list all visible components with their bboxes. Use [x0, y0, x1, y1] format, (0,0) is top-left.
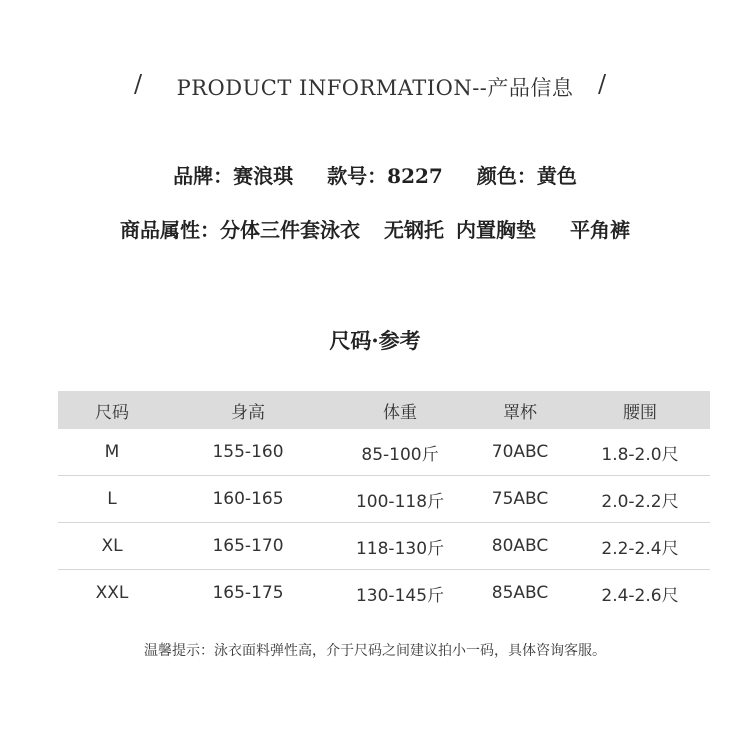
table-row: [58, 429, 710, 476]
cell-height: 160-165: [212, 489, 284, 509]
cell-cup: 80ABC: [491, 536, 549, 556]
cell-waist: 2.0-2.2尺: [601, 491, 679, 512]
cell-cup: 85ABC: [491, 583, 549, 603]
cell-size: M: [104, 442, 120, 462]
cell-cup: 75ABC: [491, 489, 549, 509]
cell-waist: 2.2-2.4尺: [601, 538, 679, 559]
size-reference-title: 尺码·参考: [329, 328, 421, 353]
cell-size: XL: [101, 536, 123, 556]
model-text: 款号：8227: [327, 164, 443, 188]
color-text: 颜色：黄色: [476, 164, 577, 188]
header-cell-waist: 腰围: [623, 402, 657, 423]
cell-waist: 1.8-2.0尺: [601, 444, 679, 465]
attribute-boyshorts: 平角裤: [570, 218, 630, 242]
cell-size: XXL: [95, 583, 129, 603]
header-title: PRODUCT INFORMATION--产品信息: [176, 76, 574, 100]
brand-text: 品牌：赛浪琪: [173, 164, 294, 188]
cell-cup: 70ABC: [491, 442, 549, 462]
size-advice-note: 温馨提示：泳衣面料弹性高，介于尺码之间建议拍小一码，具体咨询客服。: [144, 643, 606, 659]
header-slash-left: /: [134, 70, 143, 98]
cell-height: 155-160: [212, 442, 284, 462]
info-row-basic: [0, 160, 750, 189]
cell-weight: 130-145斤: [355, 585, 445, 606]
table-row: [58, 523, 710, 570]
cell-height: 165-175: [212, 583, 284, 603]
table-body: [58, 429, 710, 616]
attribute-no-underwire: 无钢托: [384, 218, 444, 242]
size-table: [58, 391, 710, 616]
header-slash-right: /: [598, 70, 607, 98]
cell-height: 165-170: [212, 536, 284, 556]
table-header-row: [58, 391, 710, 429]
info-row-attributes: [0, 214, 750, 243]
cell-weight: 100-118斤: [355, 491, 445, 512]
attributes-label: 商品属性：分体三件套泳衣: [120, 218, 360, 242]
table-row: [58, 476, 710, 523]
table-row: [58, 570, 710, 616]
header-cell-cup: 罩杯: [503, 402, 537, 423]
header-cell-weight: 体重: [383, 402, 417, 423]
cell-weight: 118-130斤: [355, 538, 445, 559]
cell-size: L: [107, 489, 117, 509]
header-cell-size: 尺码: [95, 402, 129, 423]
header-cell-height: 身高: [231, 402, 265, 423]
cell-weight: 85-100斤: [361, 444, 439, 465]
attribute-built-in-pad: 内置胸垫: [456, 218, 536, 242]
cell-waist: 2.4-2.6尺: [601, 585, 679, 606]
product-info-header: [0, 70, 750, 102]
